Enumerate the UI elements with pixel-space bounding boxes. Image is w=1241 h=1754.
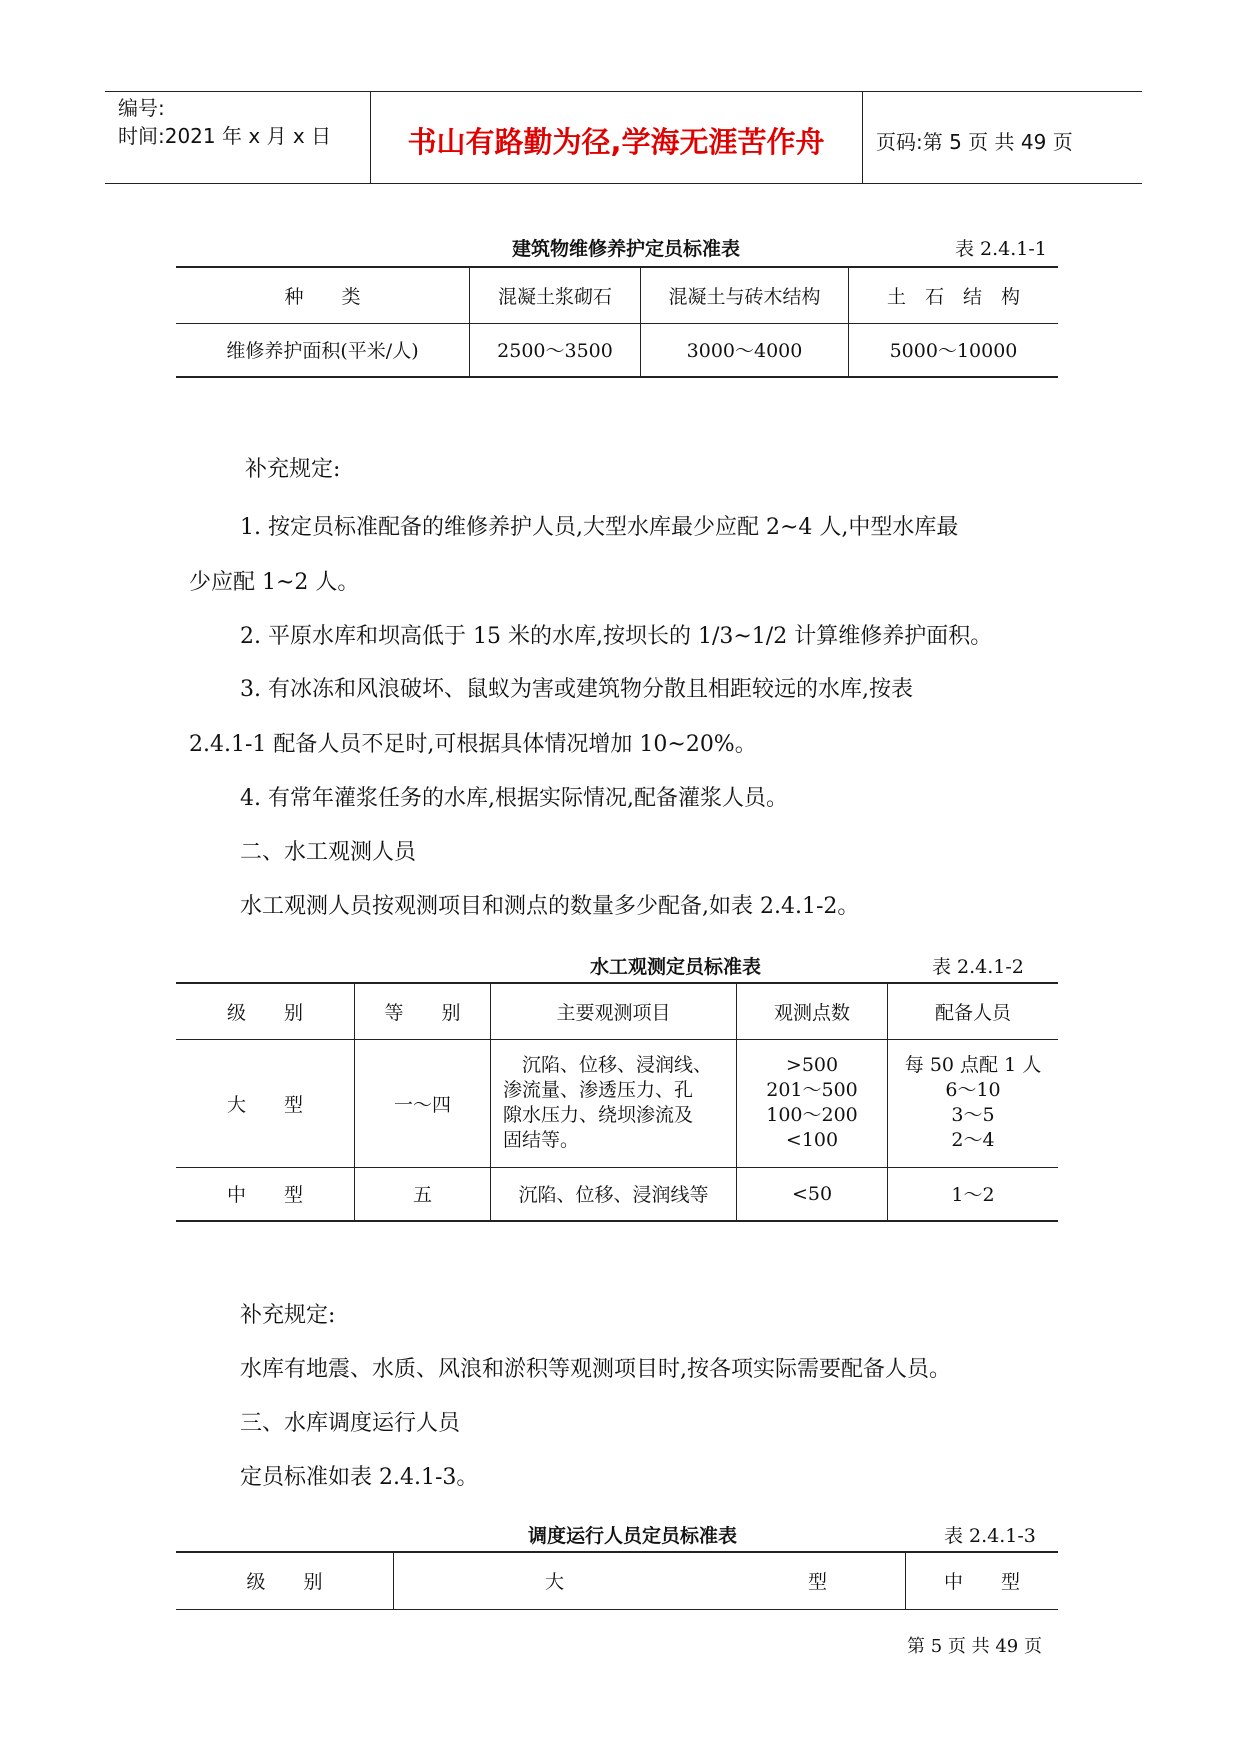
table2-large-level: 大 型 [176,1039,355,1167]
rule-item-3-line2: 2.4.1-1 配备人员不足时,可根据具体情况增加 10~20%。 [189,732,757,757]
table3-title: 调度运行人员定员标准表 [528,1525,738,1547]
table2-large-items [491,1039,737,1167]
table2-header-items: 主要观测项目 [491,983,737,1039]
section-2-text: 水工观测人员按观测项目和测点的数量多少配备,如表 2.4.1-2。 [240,894,860,919]
item-line: 隙水压力、绕坝渗流及 [503,1104,694,1126]
header-divider-right [862,91,863,184]
table2-header-points: 观测点数 [737,983,888,1039]
supplement-text-2: 水库有地震、水质、风浪和淤积等观测项目时,按各项实际需要配备人员。 [240,1357,951,1382]
table1-header-category: 种 类 [176,267,470,323]
table1-header-brick-wood: 混凝土与砖木结构 [641,267,849,323]
table-row [176,1167,1058,1221]
points-line: 201～500 [766,1079,858,1101]
table3-header-large-a: 大 [544,1571,564,1594]
table2-title: 水工观测定员标准表 [590,956,762,978]
header-meta [118,94,331,150]
table2-medium-staff: 1～2 [951,1184,995,1207]
points-line: <100 [785,1129,839,1151]
table1-cell-masonry: 2500～3500 [470,323,641,377]
rule-item-1-line2: 少应配 1~2 人。 [189,570,360,595]
points-line: >500 [785,1054,839,1076]
table-row [176,323,1058,377]
table2-medium-items: 沉陷、位移、浸润线等 [491,1167,737,1221]
header-page-label: 页码:第 5 页 共 49 页 [876,130,1073,154]
item-line: 渗流量、渗透压力、孔 [503,1079,694,1101]
table3-header-level: 级 别 [176,1552,394,1609]
table1-number: 表 2.4.1-1 [955,238,1047,260]
table1-header-masonry: 混凝土浆砌石 [470,267,641,323]
table2 [176,982,1058,1222]
header-bottom-rule [105,183,1142,184]
staff-line: 每 50 点配 1 人 [904,1054,1042,1076]
staff-line: 6～10 [945,1079,1001,1101]
item-line: 固结等。 [503,1129,580,1151]
table2-medium-level: 中 型 [176,1167,355,1221]
table-row [176,1039,1058,1167]
table2-medium-grade: 五 [355,1167,491,1221]
table2-medium-points: <50 [737,1167,888,1221]
table2-large-staff [888,1039,1059,1167]
table1-cell-brick-wood: 3000～4000 [641,323,849,377]
footer-page-number: 第 5 页 共 49 页 [907,1636,1042,1657]
rule-item-1-line1: 1. 按定员标准配备的维修养护人员,大型水库最少应配 2~4 人,中型水库最 [240,515,959,540]
table3 [176,1551,1058,1610]
staff-line: 3～5 [951,1104,995,1126]
table2-number: 表 2.4.1-2 [932,956,1024,978]
header-top-rule [105,91,1142,92]
table1-header-earth-stone: 土 石 结 构 [886,285,1020,308]
rule-item-3-line1: 3. 有冰冻和风浪破坏、鼠蚁为害或建筑物分散且相距较远的水库,按表 [240,677,913,702]
staff-line: 2～4 [951,1129,995,1151]
rule-item-2: 2. 平原水库和坝高低于 15 米的水库,按坝长的 1/3~1/2 计算维修养护面积。 [240,624,993,649]
time-label: 时间:2021 年 x 月 x 日 [118,124,332,148]
table2-large-points [737,1039,888,1167]
header-motto: 书山有路勤为径,学海无涯苦作舟 [407,125,825,159]
section-3-text: 定员标准如表 2.4.1-3。 [240,1465,479,1490]
table2-header-level: 级 别 [176,983,355,1039]
table-row [176,267,1058,323]
supplement-heading-2: 补充规定: [240,1303,336,1328]
supplement-heading-1: 补充规定: [245,457,341,482]
table3-number: 表 2.4.1-3 [944,1525,1036,1547]
table-row [176,1552,1058,1609]
table1-title: 建筑物维修养护定员标准表 [512,238,741,260]
table2-header-staff: 配备人员 [934,1001,1011,1024]
item-line: 沉陷、位移、浸润线、 [503,1054,713,1076]
section-heading-2: 二、水工观测人员 [240,840,417,865]
table2-header-grade: 等 别 [355,983,491,1039]
table1-cell-area-label: 维修养护面积(平米/人) [176,323,470,377]
table3-header-medium: 中 型 [943,1571,1020,1594]
table1 [176,266,1058,378]
number-label: 编号: [118,96,165,120]
section-heading-3: 三、水库调度运行人员 [240,1411,461,1436]
table2-large-grade: 一～四 [355,1039,491,1167]
table3-header-large-b: 型 [564,1552,906,1609]
points-line: 100～200 [766,1104,858,1126]
table1-cell-earth-stone: 5000～10000 [889,340,1018,363]
rule-item-4: 4. 有常年灌浆任务的水库,根据实际情况,配备灌浆人员。 [240,786,788,811]
table-row [176,983,1058,1039]
